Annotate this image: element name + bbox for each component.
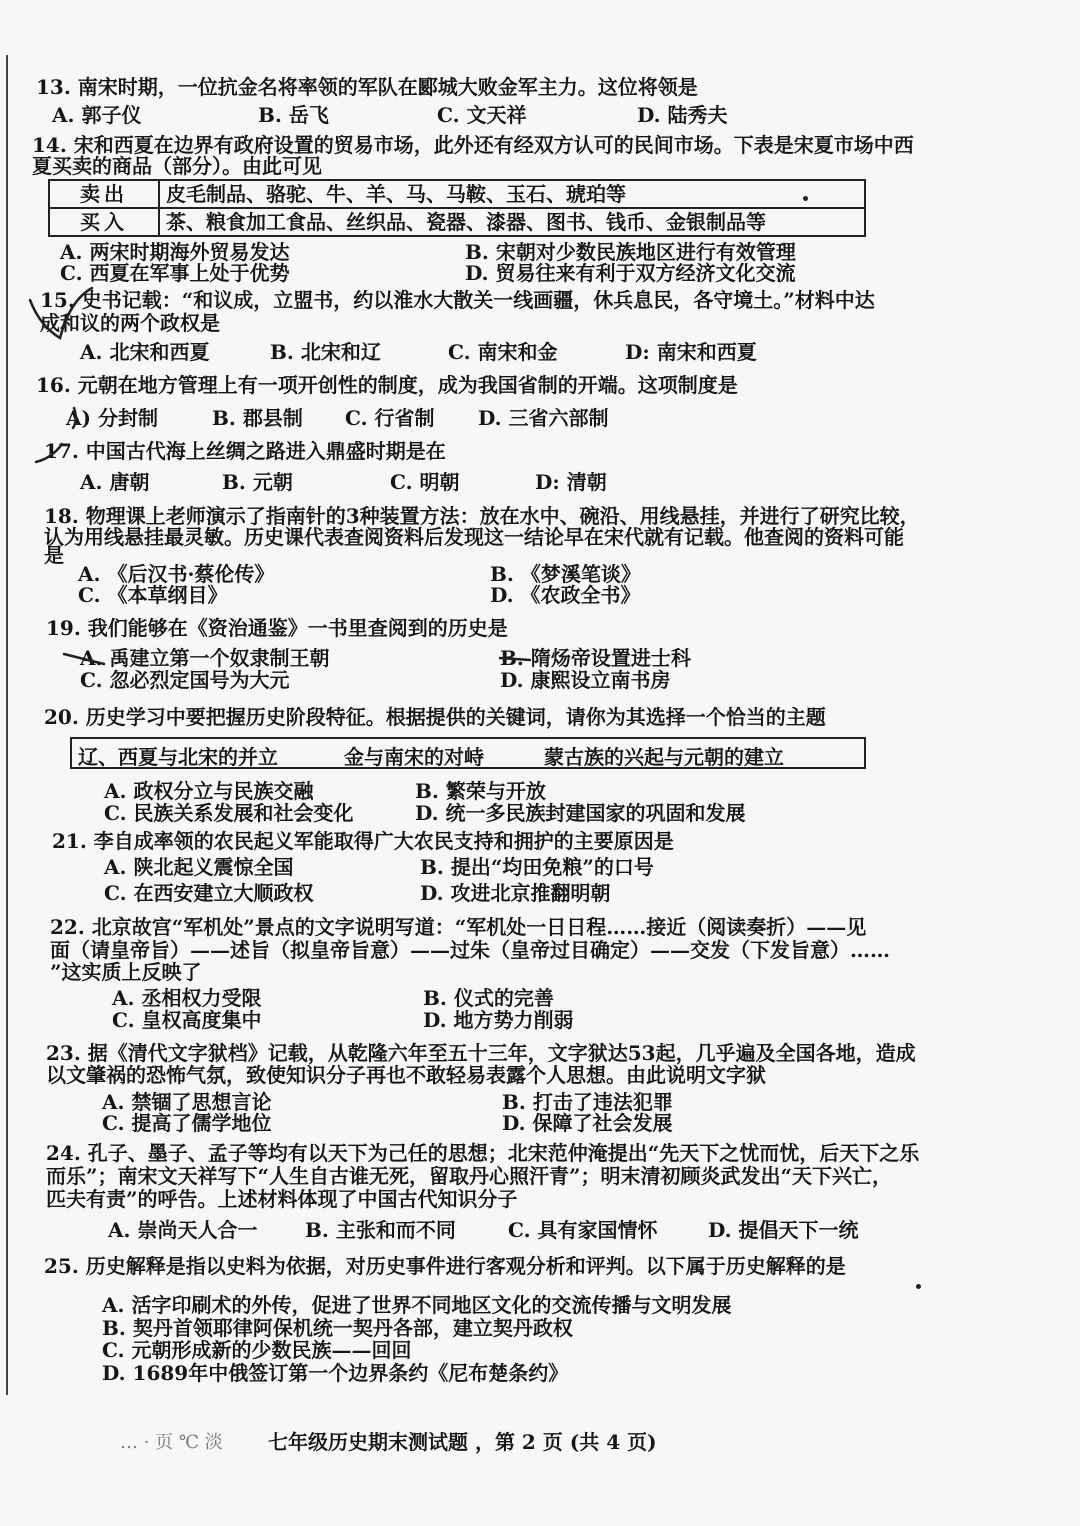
question-22-option-a: A. 丞相权力受限 (112, 986, 262, 1010)
left-margin-line (6, 55, 8, 1395)
question-18-option-b: B. 《梦溪笔谈》 (490, 562, 641, 586)
footer-faint-text: … · 页 ℃ 淡 (120, 1432, 223, 1453)
question-18-stem-line-3: 是 (44, 543, 64, 567)
question-22-stem-line-3: ”这实质上反映了 (50, 960, 202, 984)
keywords-box (70, 737, 866, 769)
question-22-option-d: D. 地方势力削弱 (423, 1008, 574, 1032)
question-24-stem-line-1: 24. 孔子、墨子、孟子等均有以天下为己任的思想；北宋范仲淹提出“先天下之忧而忧，后天下之乐 (46, 1141, 920, 1165)
question-16-stem: 16. 元朝在地方管理上有一项开创性的制度，成为我国省制的开端。这项制度是 (36, 373, 738, 397)
question-16-option-b: B. 郡县制 (212, 406, 303, 430)
question-13-option-d: D. 陆秀夫 (637, 103, 728, 127)
question-15-option-a: A. 北宋和西夏 (80, 340, 210, 364)
question-24-option-d: D. 提倡天下一统 (708, 1218, 859, 1242)
question-13-stem: 13. 南宋时期，一位抗金名将率领的军队在郾城大败金军主力。这位将领是 (36, 75, 698, 99)
question-25-option-c: C. 元朝形成新的少数民族——回回 (102, 1338, 412, 1362)
question-16-option-a: A) 分封制 (66, 406, 158, 430)
question-17-option-a: A. 唐朝 (80, 470, 150, 494)
question-17-option-d: D: 清朝 (535, 470, 607, 494)
question-21-option-b: B. 提出“均田免粮”的口号 (420, 855, 654, 879)
question-19-option-c: C. 忽必烈定国号为大元 (80, 668, 290, 692)
question-18-stem-line-2: 认为用线悬挂最灵敏。历史课代表查阅资料后发现这一结论早在宋代就有记载。他查阅的资料可能 (44, 525, 904, 549)
table-cell-buy-label: 买入 (49, 208, 159, 236)
question-21-stem: 21. 李自成率领的农民起义军能取得广大农民支持和拥护的主要原因是 (52, 829, 674, 853)
table-cell-buy-goods: 茶、粮食加工食品、丝织品、瓷器、漆器、图书、钱币、金银制品等 (159, 208, 865, 236)
question-23-option-b: B. 打击了违法犯罪 (502, 1090, 673, 1114)
question-19-option-d: D. 康熙设立南书房 (500, 668, 671, 692)
question-20-option-c: C. 民族关系发展和社会变化 (104, 801, 354, 825)
question-15-option-d: D: 南宋和西夏 (625, 340, 757, 364)
question-23-option-a: A. 禁锢了思想言论 (102, 1090, 272, 1114)
question-25-option-b: B. 契丹首领耶律阿保机统一契丹各部，建立契丹政权 (102, 1316, 573, 1340)
question-17-option-b: B. 元朝 (222, 470, 293, 494)
scan-dot (916, 1284, 921, 1289)
question-21-option-d: D. 攻进北京推翻明朝 (420, 881, 611, 905)
question-14-option-a: A. 两宋时期海外贸易发达 (60, 240, 290, 264)
question-14-stem-line-1: 14. 宋和西夏在边界有政府设置的贸易市场，此外还有经双方认可的民间市场。下表是宋夏市场中西 (32, 133, 914, 157)
question-22-option-c: C. 皇权高度集中 (112, 1008, 262, 1032)
question-18-option-c: C. 《本草纲目》 (78, 583, 228, 607)
question-21-option-a: A. 陕北起义震惊全国 (104, 855, 294, 879)
page-footer: 七年级历史期末测试题 ，第 2 页 (共 4 页) (268, 1430, 657, 1454)
question-24-option-c: C. 具有家国情怀 (508, 1218, 658, 1242)
question-15-stem-line-1: 15. 史书记载：“和议成，立盟书，约以淮水大散关一线画疆，休兵息民，各守境土。”材料中达 (40, 288, 875, 312)
question-13-option-c: C. 文天祥 (437, 103, 527, 127)
question-20-option-a: A. 政权分立与民族交融 (104, 779, 314, 803)
question-21-option-c: C. 在西安建立大顺政权 (104, 881, 314, 905)
question-18-stem-line-1: 18. 物理课上老师演示了指南针的3种装置方法：放在水中、碗沿、用线悬挂，并进行了研究比较， (44, 504, 920, 528)
question-14-option-c: C. 西夏在军事上处于优势 (60, 261, 290, 285)
question-25-option-a: A. 活字印刷术的外传，促进了世界不同地区文化的交流传播与文明发展 (102, 1293, 732, 1317)
question-20-option-b: B. 繁荣与开放 (415, 779, 546, 803)
question-19-option-b: B. 隋炀帝设置进士科 (500, 646, 691, 670)
question-24-stem-line-2: 而乐”；南宋文天祥写下“人生自古谁无死，留取丹心照汗青”；明末清初顾炎武发出“天下兴亡， (46, 1164, 893, 1188)
question-19-stem: 19. 我们能够在《资治通鉴》一书里查阅到的历史是 (46, 616, 508, 640)
question-15-stem-line-2: 成和议的两个政权是 (40, 311, 220, 335)
question-17-stem: 17. 中国古代海上丝绸之路进入鼎盛时期是在 (44, 439, 446, 463)
question-13-option-b: B. 岳飞 (258, 103, 329, 127)
question-23-option-d: D. 保障了社会发展 (502, 1111, 673, 1135)
question-22-option-b: B. 仪式的完善 (423, 986, 554, 1010)
question-17-option-c: C. 明朝 (390, 470, 460, 494)
question-16-option-c: C. 行省制 (345, 406, 435, 430)
question-25-option-d: D. 1689年中俄签订第一个边界条约《尼布楚条约》 (102, 1361, 569, 1385)
question-19-option-a: A. 禹建立第一个奴隶制王朝 (80, 646, 330, 670)
question-23-stem-line-1: 23. 据《清代文字狱档》记载，从乾隆六年至五十三年，文字狱达53起，几乎遍及全国各地，造成 (46, 1041, 916, 1065)
question-20-stem: 20. 历史学习中要把握历史阶段特征。根据提供的关键词，请你为其选择一个恰当的主题 (44, 705, 826, 729)
question-18-option-d: D. 《农政全书》 (490, 583, 641, 607)
question-23-option-c: C. 提高了儒学地位 (102, 1111, 272, 1135)
question-22-stem-line-2: 面（请皇帝旨）——述旨（拟皇帝旨意）——过朱（皇帝过目确定）——交发（下发旨意）…… (50, 938, 890, 962)
question-23-stem-line-2: 以文肇祸的恐怖气氛，致使知识分子再也不敢轻易表露个人思想。由此说明文字狱 (46, 1063, 766, 1087)
question-14-option-b: B. 宋朝对少数民族地区进行有效管理 (465, 240, 796, 264)
question-18-option-a: A. 《后汉书·蔡伦传》 (78, 562, 275, 586)
keyword-3: 蒙古族的兴起与元朝的建立 (544, 745, 784, 769)
question-15-option-c: C. 南宋和金 (448, 340, 558, 364)
question-13-option-a: A. 郭子仪 (52, 103, 142, 127)
question-22-stem-line-1: 22. 北京故宫“军机处”景点的文字说明写道：“军机处一日日程……接近（阅读奏折）——见 (50, 915, 867, 939)
keyword-2: 金与南宋的对峙 (344, 745, 484, 769)
question-14-stem-line-2: 夏买卖的商品（部分）。由此可见 (32, 154, 322, 178)
table-cell-sell-label: 卖出 (49, 180, 159, 208)
question-20-option-d: D. 统一多民族封建国家的巩固和发展 (415, 801, 746, 825)
question-16-option-d: D. 三省六部制 (478, 406, 609, 430)
table-row (49, 208, 865, 236)
question-24-stem-line-3: 匹夫有责”的呼告。上述材料体现了中国古代知识分子 (46, 1187, 518, 1211)
table-cell-sell-goods: 皮毛制品、骆驼、牛、羊、马、马鞍、玉石、琥珀等 (159, 180, 865, 208)
question-24-option-a: A. 崇尚天人合一 (108, 1218, 258, 1242)
table-row (49, 180, 865, 208)
keyword-1: 辽、西夏与北宋的并立 (78, 745, 278, 769)
question-14-option-d: D. 贸易往来有利于双方经济文化交流 (465, 261, 796, 285)
scan-dot (803, 196, 808, 201)
trade-goods-table (48, 179, 866, 237)
question-25-stem: 25. 历史解释是指以史料为依据，对历史事件进行客观分析和评判。以下属于历史解释的是 (44, 1254, 846, 1278)
question-24-option-b: B. 主张和而不同 (305, 1218, 456, 1242)
question-15-option-b: B. 北宋和辽 (270, 340, 381, 364)
